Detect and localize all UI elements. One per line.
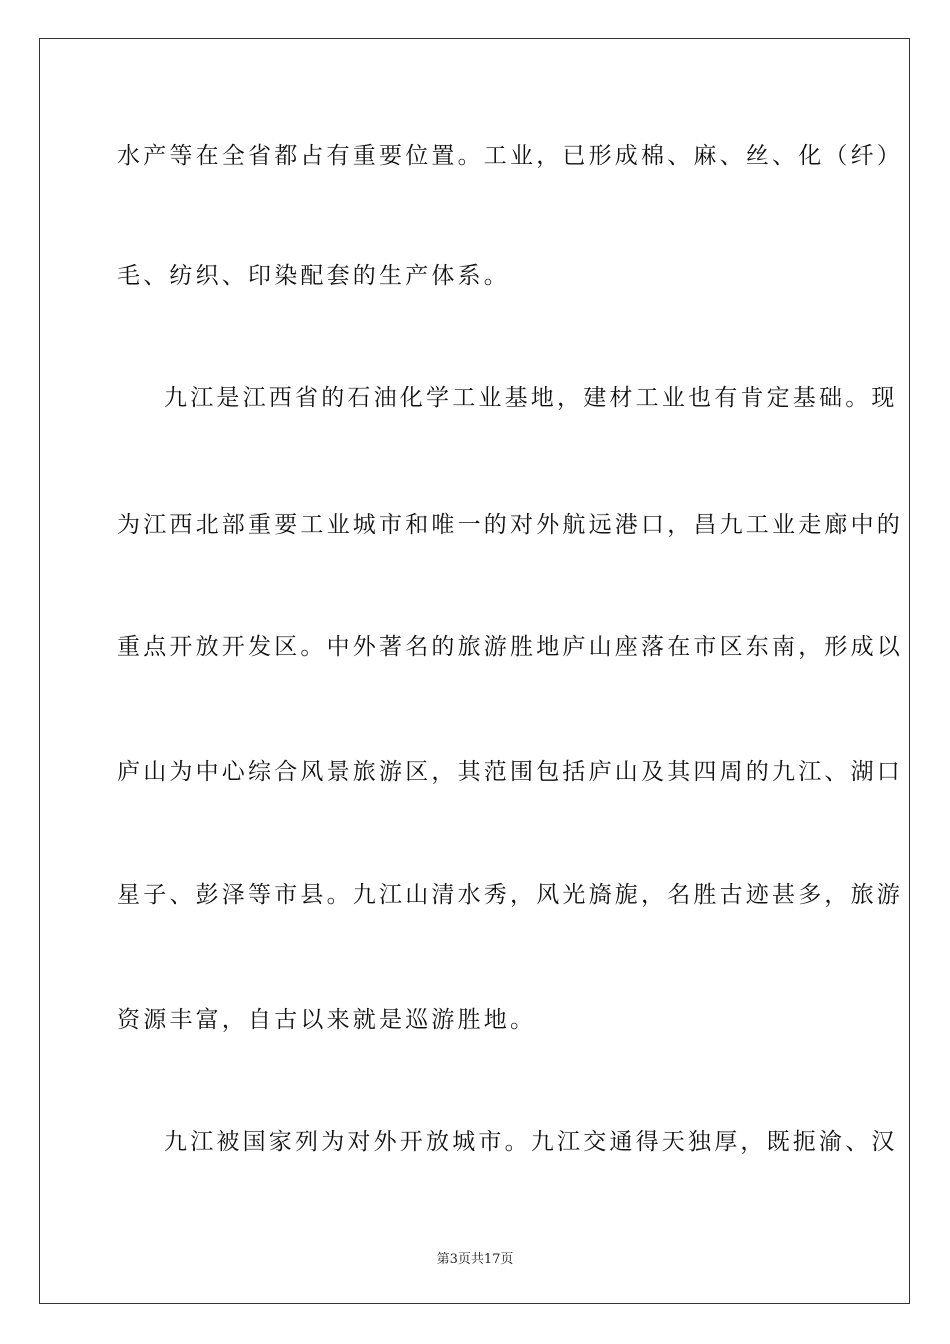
- body-line-3: 九江是江西省的石油化学工业基地，建材工业也有肯定基础。现: [164, 385, 898, 411]
- body-line-4: 为江西北部重要工业城市和唯一的对外航远港口，昌九工业走廊中的: [117, 512, 903, 538]
- page-total: 共17页: [470, 1252, 514, 1267]
- page-border: [39, 38, 910, 1304]
- body-line-5: 重点开放开发区。中外著名的旅游胜地庐山座落在市区东南，形成以: [117, 634, 903, 660]
- body-line-2: 毛、纺织、印染配套的生产体系。: [117, 263, 510, 289]
- page-footer: [0, 1248, 950, 1267]
- body-line-1: 水产等在全省都占有重要位置。工业，已形成棉、麻、丝、化（纤）: [117, 143, 903, 169]
- page-number: 第3页: [436, 1252, 471, 1267]
- body-line-7: 星子、彭泽等市县。九江山清水秀，风光旖旎，名胜古迹甚多，旅游: [117, 882, 903, 908]
- body-line-8: 资源丰富，自古以来就是巡游胜地。: [117, 1007, 537, 1033]
- body-line-9: 九江被国家列为对外开放城市。九江交通得天独厚，既扼渝、汉: [164, 1129, 898, 1155]
- body-line-6: 庐山为中心综合风景旅游区，其范围包括庐山及其四周的九江、湖口: [117, 759, 903, 785]
